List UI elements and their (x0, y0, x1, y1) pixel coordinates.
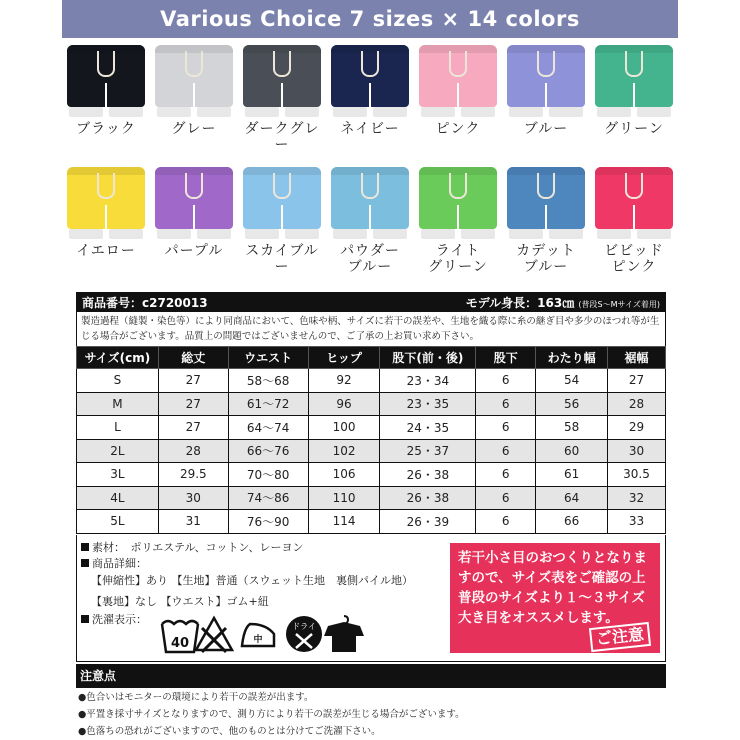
table-row (77, 463, 666, 487)
table-row (77, 392, 666, 416)
table-cell: 102 (308, 439, 380, 463)
table-cell: 6 (476, 439, 536, 463)
shorts-image (595, 45, 673, 117)
color-swatch[interactable] (238, 167, 326, 275)
sizing-warning-box (450, 543, 660, 653)
color-swatch[interactable] (414, 167, 502, 275)
color-label: グリーン (604, 121, 664, 137)
table-cell: 92 (308, 369, 380, 393)
color-swatch[interactable] (590, 45, 678, 137)
table-cell: 66〜76 (228, 439, 308, 463)
table-cell: 27 (158, 392, 228, 416)
shorts-image (595, 167, 673, 239)
table-cell: 76〜90 (228, 510, 308, 534)
sizing-warning-text: 若干小さ目のおつくりとなりますので、サイズ表をご確認の上普段のサイズより１〜３サイズ大き目をオススメします。 (458, 550, 647, 626)
color-label: イエロー (76, 243, 136, 259)
column-header: 裾幅 (608, 347, 666, 369)
svg-text:ドライ: ドライ (292, 622, 316, 631)
table-cell: 30.5 (608, 463, 666, 487)
column-header: 股下(前・後) (380, 347, 476, 369)
product-number: 商品番号：c2720013 (82, 295, 208, 310)
table-cell: 27 (158, 416, 228, 440)
color-label: ライト グリーン (428, 243, 488, 275)
table-row (77, 416, 666, 440)
color-swatch[interactable] (62, 45, 150, 137)
column-header: サイズ(cm) (77, 347, 159, 369)
table-cell: 61〜72 (228, 392, 308, 416)
svg-text:中: 中 (253, 635, 263, 645)
banner-title: Various Choice 7 sizes × 14 colors (62, 0, 678, 38)
color-swatch[interactable] (502, 45, 590, 137)
table-cell: 64〜74 (228, 416, 308, 440)
shorts-image (67, 167, 145, 239)
shorts-image (243, 167, 321, 239)
table-row (77, 369, 666, 393)
detail-line-2: 【裏地】なし 【ウエスト】ゴム+紐 (91, 595, 269, 608)
warning-stamp: ご注意 (589, 622, 651, 652)
table-cell: 27 (158, 369, 228, 393)
table-cell: 74〜86 (228, 486, 308, 510)
color-label: カデット ブルー (516, 243, 576, 275)
svg-text:40: 40 (170, 636, 190, 651)
wash-title: 洗濯表示： (81, 611, 147, 627)
table-cell: 32 (608, 486, 666, 510)
color-label: スカイブルー (245, 243, 319, 275)
manufacturing-notice: 製造過程（縫製・染色等）により同商品において、色味や柄、サイズに若干の誤差や、生地を織る際に糸の継ぎ目や多少のほつれ等が生じる場合がございます。品質上の問題ではございませんので、ご了承の上お買い求め下さい。 (76, 312, 666, 346)
table-cell: 60 (536, 439, 608, 463)
table-cell: 70〜80 (228, 463, 308, 487)
color-label: ビビッド ピンク (604, 243, 664, 275)
color-swatch[interactable] (150, 45, 238, 137)
caution-line: ●色落ちの恐れがございますので、他のものとは分けてご洗濯下さい。 (78, 726, 381, 737)
detail-line-1: 【伸縮性】あり 【生地】普通（スウェット生地 裏側パイル地） (91, 574, 414, 587)
table-cell: 6 (476, 416, 536, 440)
column-header: ヒップ (308, 347, 380, 369)
color-label: パープル (164, 243, 224, 259)
table-cell: 6 (476, 463, 536, 487)
model-height: モデル身長：163㎝ (普段S〜Mサイズ着用) (465, 295, 660, 310)
shorts-image (243, 45, 321, 117)
table-cell: 58〜68 (228, 369, 308, 393)
shorts-image (331, 45, 409, 117)
table-cell: 2L (77, 439, 159, 463)
table-cell: 110 (308, 486, 380, 510)
table-cell: 27 (608, 369, 666, 393)
table-cell: 4L (77, 486, 159, 510)
size-spec (76, 292, 666, 534)
column-header: ウエスト (228, 347, 308, 369)
table-cell: 29 (608, 416, 666, 440)
color-label: ブラック (76, 121, 136, 137)
shorts-image (419, 167, 497, 239)
table-cell: 24・35 (380, 416, 476, 440)
table-cell: 54 (536, 369, 608, 393)
color-swatch[interactable] (238, 45, 326, 153)
hang-dry-icon (322, 612, 366, 656)
color-swatch[interactable] (502, 167, 590, 275)
table-row (77, 510, 666, 534)
table-cell: 6 (476, 510, 536, 534)
table-cell: 26・39 (380, 510, 476, 534)
shorts-image (155, 45, 233, 117)
spec-header-bar (76, 292, 666, 312)
color-label: ネイビー (340, 121, 400, 137)
color-swatch[interactable] (326, 167, 414, 275)
table-row (77, 486, 666, 510)
shorts-image (155, 167, 233, 239)
table-cell: 114 (308, 510, 380, 534)
no-bleach-icon (192, 612, 236, 656)
color-swatch[interactable] (590, 167, 678, 275)
table-cell: 5L (77, 510, 159, 534)
detail-title: 商品詳細： (81, 555, 147, 571)
table-cell: 3L (77, 463, 159, 487)
table-cell: 61 (536, 463, 608, 487)
caution-title: 注意点 (76, 664, 666, 688)
table-cell: 30 (608, 439, 666, 463)
shorts-image (507, 45, 585, 117)
color-swatch[interactable] (150, 167, 238, 259)
dry-clean-icon (282, 612, 326, 656)
table-cell: 33 (608, 510, 666, 534)
column-header: 股下 (476, 347, 536, 369)
table-cell: 106 (308, 463, 380, 487)
table-cell: 6 (476, 486, 536, 510)
column-header: 総丈 (158, 347, 228, 369)
table-cell: 6 (476, 369, 536, 393)
table-cell: S (77, 369, 159, 393)
table-cell: 58 (536, 416, 608, 440)
shorts-image (507, 167, 585, 239)
shorts-image (331, 167, 409, 239)
color-swatch[interactable] (326, 45, 414, 137)
column-header: わたり幅 (536, 347, 608, 369)
color-label: パウダー ブルー (340, 243, 400, 275)
table-cell: 66 (536, 510, 608, 534)
material-line: 素材： ポリエステル、コットン、レーヨン (81, 539, 304, 555)
color-label: ブルー (523, 121, 569, 137)
table-cell: 26・38 (380, 486, 476, 510)
color-label: ダークグレー (244, 121, 320, 153)
table-cell: 100 (308, 416, 380, 440)
shorts-image (419, 45, 497, 117)
table-cell: L (77, 416, 159, 440)
table-cell: 28 (608, 392, 666, 416)
table-cell: 6 (476, 392, 536, 416)
table-cell: 23・34 (380, 369, 476, 393)
table-cell: 23・35 (380, 392, 476, 416)
shorts-image (67, 45, 145, 117)
caution-line: ●平置き採寸サイズとなりますので、測り方により若干の誤差が生じる場合がございます。 (78, 709, 465, 720)
color-swatch[interactable] (414, 45, 502, 137)
table-cell: 31 (158, 510, 228, 534)
caution-line: ●色合いはモニターの環境により若干の誤差が出ます。 (78, 692, 314, 703)
table-cell: M (77, 392, 159, 416)
table-cell: 25・37 (380, 439, 476, 463)
color-label: ピンク (435, 121, 481, 137)
table-cell: 96 (308, 392, 380, 416)
color-swatch[interactable] (62, 167, 150, 259)
color-label: グレー (171, 121, 217, 137)
table-cell: 64 (536, 486, 608, 510)
table-cell: 56 (536, 392, 608, 416)
table-cell: 29.5 (158, 463, 228, 487)
table-cell: 26・38 (380, 463, 476, 487)
table-cell: 30 (158, 486, 228, 510)
table-row (77, 439, 666, 463)
table-cell: 28 (158, 439, 228, 463)
size-table (76, 346, 666, 534)
iron-low-icon (236, 612, 280, 656)
